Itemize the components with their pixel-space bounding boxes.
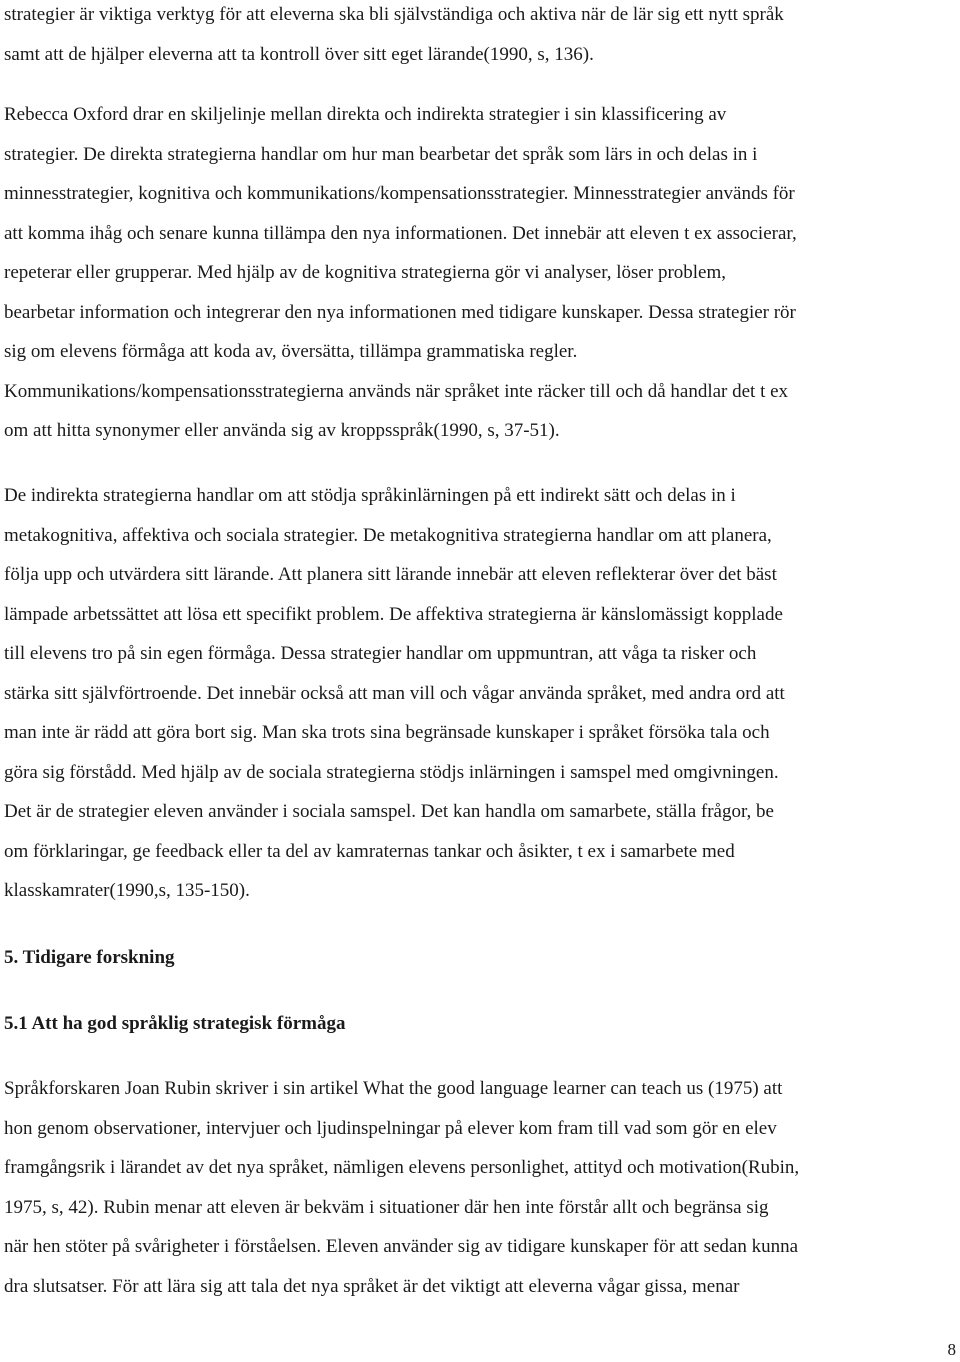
- text-line: Kommunikations/kompensationsstrategierna används när språket inte räcker till och då handlar det t ex: [4, 380, 789, 402]
- text-line: dra slutsatser. För att lära sig att tala det nya språket är det viktigt att eleverna vågar gissa, menar: [4, 1275, 740, 1297]
- text-line: minnesstrategier, kognitiva och kommunikations/kompensationsstrategier. Minnesstrategier används för: [4, 183, 795, 204]
- text-line: sig om elevens förmåga att koda av, översätta, tillämpa grammatiska regler.: [4, 341, 578, 362]
- text-line: om förklaringar, ge feedback eller ta del av kamraternas tankar och åsikter, t ex i samarbete med: [4, 840, 735, 862]
- text-line: strategier. De direkta strategierna handlar om hur man bearbetar det språk som lärs in och delas in i: [4, 143, 758, 165]
- text-line: metakognitiva, affektiva och sociala strategier. De metakognitiva strategierna handlar om att planera,: [4, 524, 772, 546]
- section-heading: 5. Tidigare forskning: [4, 947, 175, 968]
- text-line: repeterar eller grupperar. Med hjälp av de kognitiva strategierna gör vi analyser, löser problem,: [4, 262, 727, 283]
- text-line: bearbetar information och integrerar den nya informationen med tidigare kunskaper. Dessa strategier rör: [4, 301, 796, 323]
- text-line: 1975, s, 42). Rubin menar att eleven är bekväm i situationer där hen inte förstår allt och begränsa sig: [4, 1196, 769, 1218]
- text-line: framgångsrik i lärandet av det nya språket, nämligen elevens personlighet, attityd och motivation(Rubin,: [4, 1157, 800, 1178]
- paragraph-indirect-strategies: [4, 476, 954, 911]
- text-line: till elevens tro på sin egen förmåga. Dessa strategier handlar om uppmuntran, att våga ta risker och: [4, 643, 757, 664]
- text-line: Det är de strategier eleven använder i sociala samspel. Det kan handla om samarbete, ställa frågor, be: [4, 801, 774, 822]
- paragraph-rubin: [4, 1069, 954, 1306]
- paragraph-direct-strategies: [4, 95, 954, 451]
- text-line: hon genom observationer, intervjuer och ljudinspelningar på elever kom fram till vad som gör en elev: [4, 1117, 777, 1139]
- text-line: samt att de hjälper eleverna att ta kontroll över sitt eget lärande(1990, s, 136).: [4, 43, 594, 65]
- text-line: Rebecca Oxford drar en skiljelinje mellan direkta och indirekta strategier i sin klassificering av: [4, 104, 727, 125]
- text-line: klasskamrater(1990,s, 135-150).: [4, 880, 250, 901]
- paragraph-intro: [4, 0, 954, 74]
- text-line: följa upp och utvärdera sitt lärande. Att planera sitt lärande innebär att eleven reflekterar över det bäst: [4, 564, 777, 585]
- text-line: man inte är rädd att göra bort sig. Man ska trots sina begränsade kunskaper i språket försöka tala och: [4, 722, 770, 743]
- text-line: De indirekta strategierna handlar om att stödja språkinlärningen på ett indirekt sätt och delas in i: [4, 485, 736, 506]
- text-line: strategier är viktiga verktyg för att eleverna ska bli självständiga och aktiva när de lär sig ett nytt språk: [4, 4, 784, 25]
- text-line: stärka sitt självförtroende. Det innebär också att man vill och vågar använda språket, med andra ord att: [4, 682, 785, 704]
- text-line: göra sig förstådd. Med hjälp av de sociala strategierna stödjs inlärningen i samspel med omgivningen.: [4, 761, 779, 783]
- text-line: lämpade arbetssättet att lösa ett specifikt problem. De affektiva strategierna är känslomässigt kopplade: [4, 603, 783, 625]
- text-line: att komma ihåg och senare kunna tillämpa den nya informationen. Det innebär att eleven t ex associerar,: [4, 222, 797, 244]
- page-number: 8: [947, 1340, 956, 1359]
- text-line: om att hitta synonymer eller använda sig av kroppsspråk(1990, s, 37-51).: [4, 420, 560, 441]
- text-line: Språkforskaren Joan Rubin skriver i sin artikel What the good language learner can teach us (1975) att: [4, 1078, 783, 1099]
- text-line: när hen stöter på svårigheter i förståelsen. Eleven använder sig av tidigare kunskaper för att sedan kunna: [4, 1236, 799, 1257]
- subsection-heading: 5.1 Att ha god språklig strategisk förmåga: [4, 1013, 346, 1034]
